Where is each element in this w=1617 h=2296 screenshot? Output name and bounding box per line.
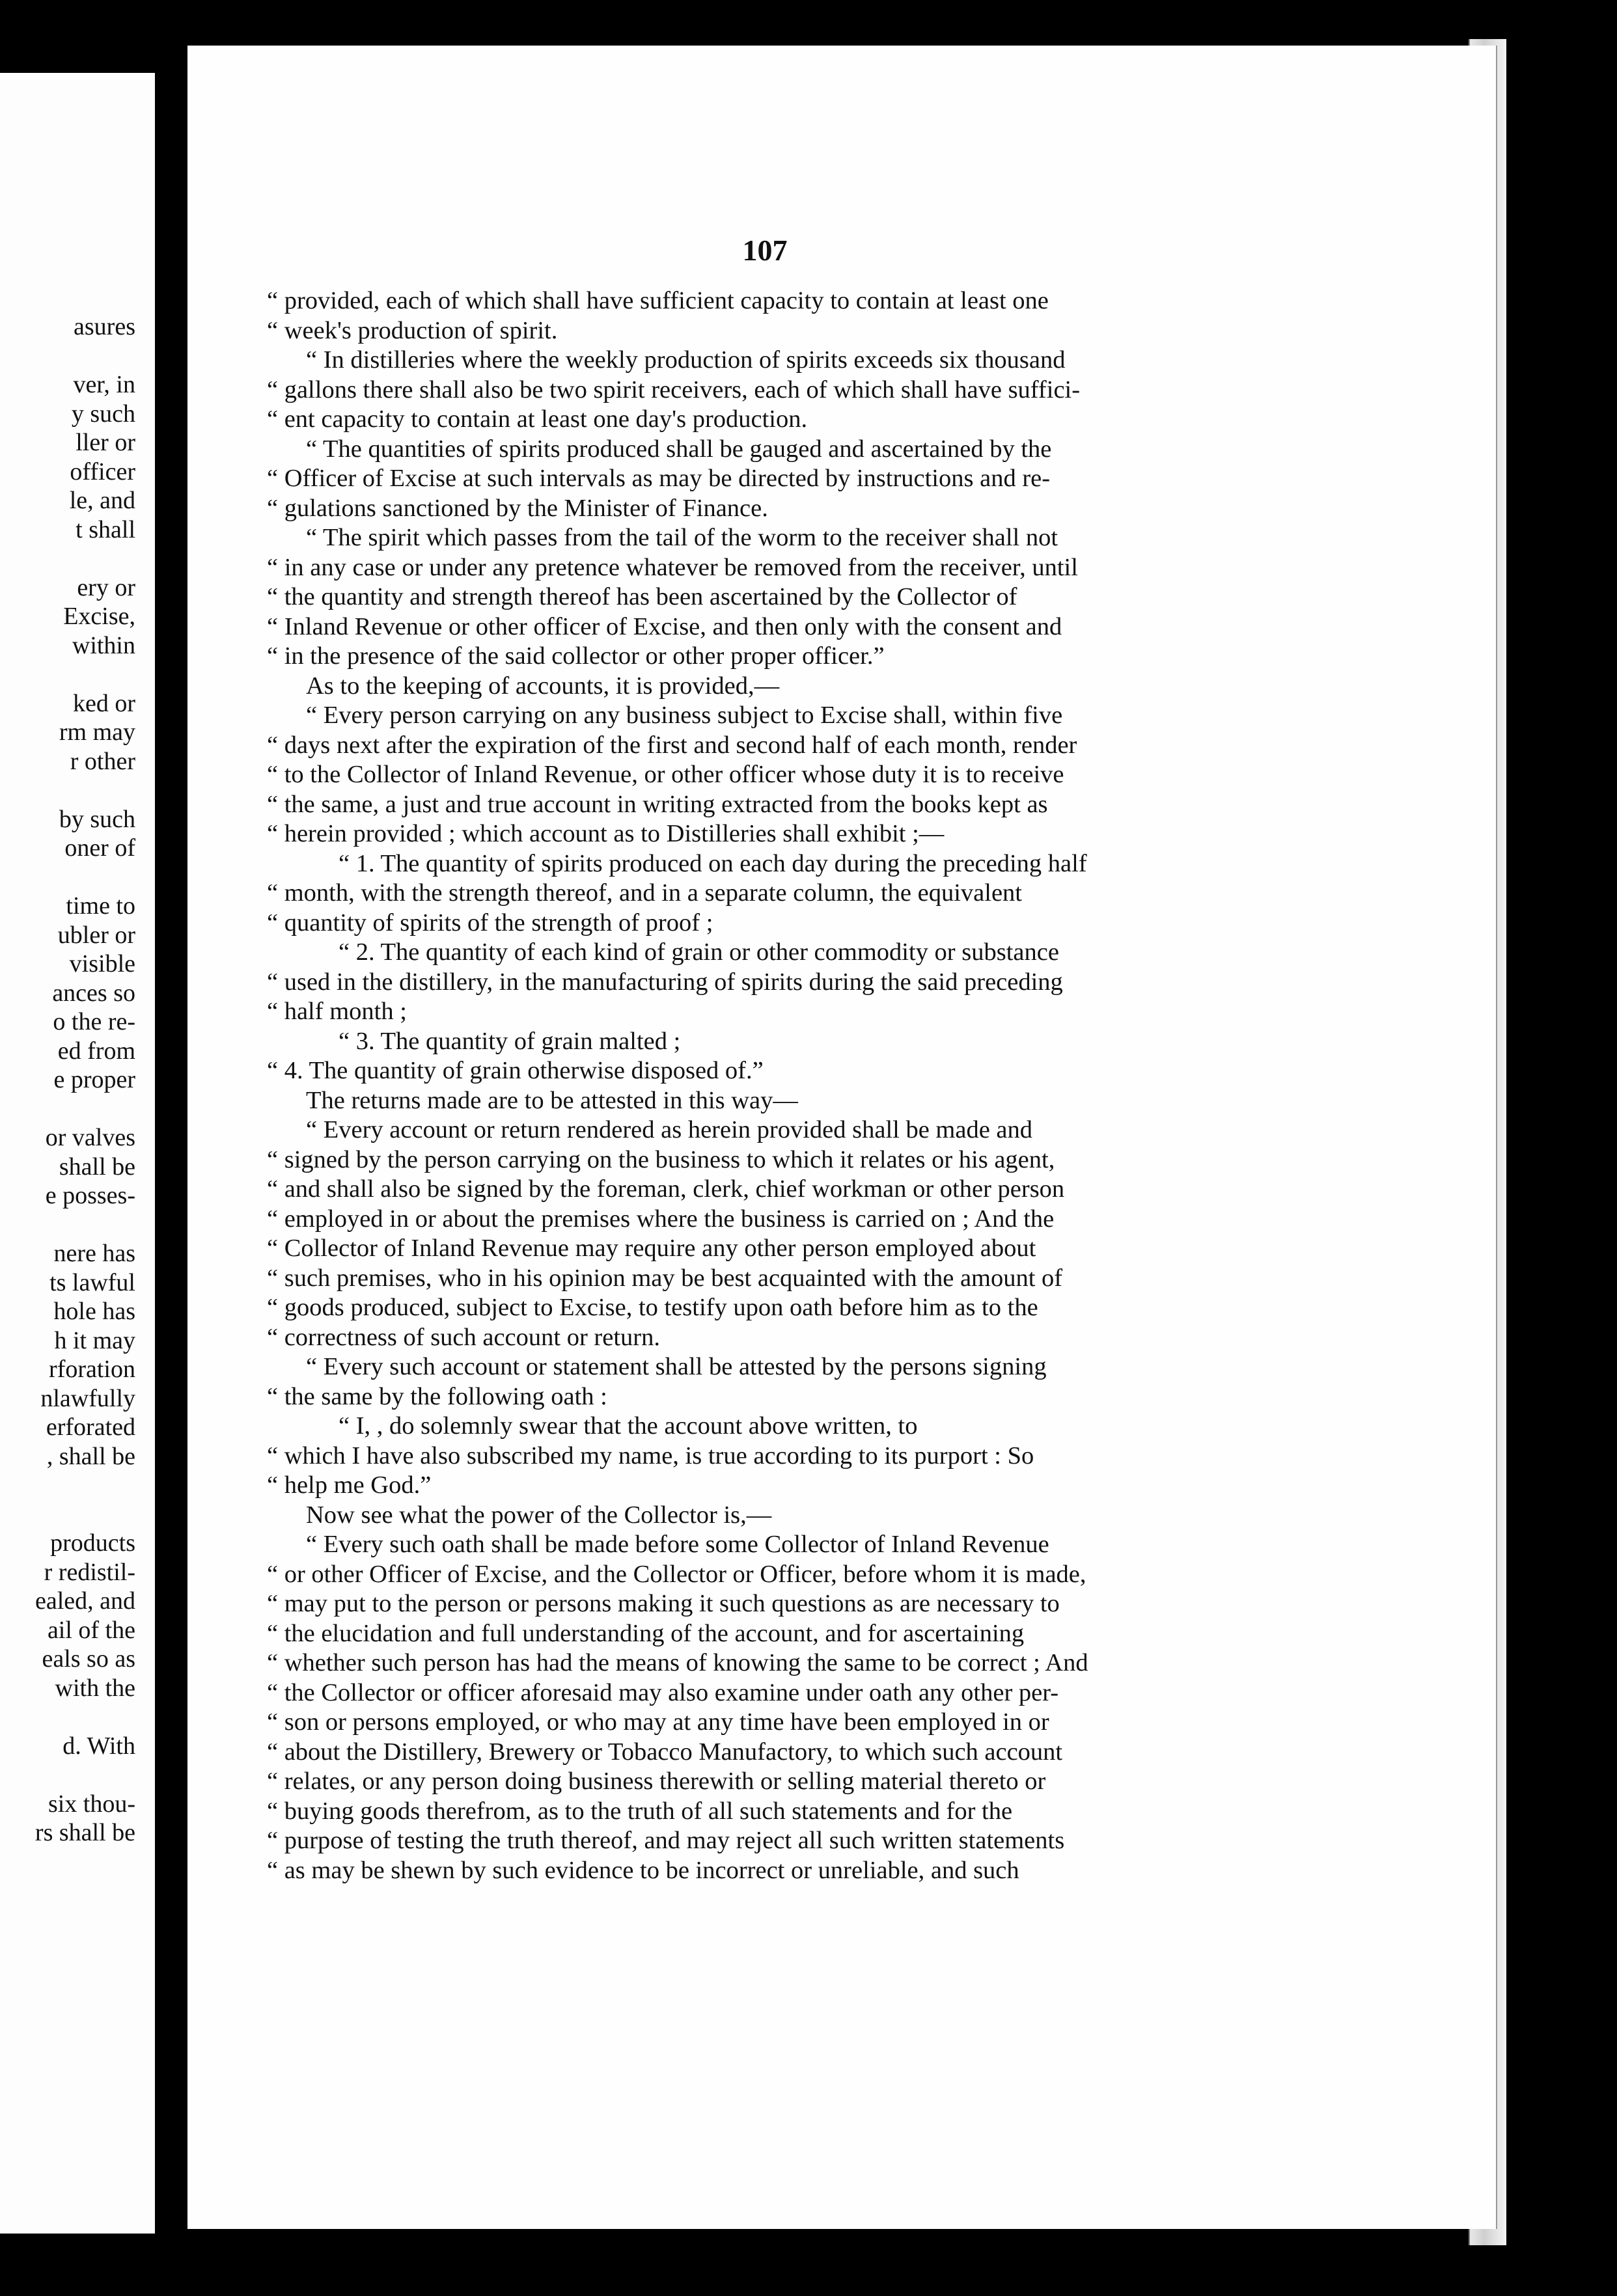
left-page-line: rm may (59, 718, 135, 746)
left-page-line: d. With (62, 1732, 135, 1760)
left-page-line: officer (70, 458, 135, 485)
text-line: “ month, with the strength thereof, and in a separate column, the equivalent (267, 879, 1022, 907)
left-page-line: by such (59, 805, 135, 833)
left-page-line: h it may (54, 1326, 135, 1354)
text-line: “ the same by the following oath : (267, 1382, 607, 1410)
text-line: “ Collector of Inland Revenue may require any other person employed about (267, 1235, 1036, 1262)
text-line: “ herein provided ; which account as to Distilleries shall exhibit ;— (267, 820, 945, 847)
text-line: “ In distilleries where the weekly production of spirits exceeds six thousand (306, 346, 1066, 374)
left-page-line: shall be (59, 1153, 135, 1181)
left-page-line: ery or (77, 573, 135, 601)
paragraph (267, 464, 1295, 523)
paragraph (267, 1086, 1295, 1116)
text-line: “ correctness of such account or return. (267, 1323, 660, 1351)
paragraph (267, 1352, 1295, 1382)
paragraph (267, 1027, 1295, 1086)
left-page-line: ubler or (57, 921, 135, 949)
text-line: “ The spirit which passes from the tail of the worm to the receiver shall not (306, 524, 1058, 551)
text-line: “ gallons there shall also be two spirit receivers, each of which shall have suffici- (267, 376, 1081, 403)
text-line: “ 3. The quantity of grain malted ; (339, 1027, 681, 1055)
left-page-line: rs shall be (35, 1819, 135, 1846)
text-line: “ 4. The quantity of grain otherwise disposed of.” (267, 1057, 764, 1084)
text-line: “ Every person carrying on any business subject to Excise shall, within five (306, 702, 1063, 729)
page-number: 107 (742, 234, 788, 267)
left-page-line: with the (55, 1674, 135, 1702)
text-line: “ 2. The quantity of each kind of grain or other commodity or substance (339, 938, 1059, 966)
text-line: “ Every such account or statement shall be attested by the persons signing (306, 1353, 1047, 1380)
left-page-line: e proper (53, 1066, 135, 1093)
left-page-line: rforation (49, 1356, 135, 1383)
text-line: “ about the Distillery, Brewery or Tobacco Manufactory, to which such account (267, 1738, 1063, 1766)
left-page-line: within (72, 631, 135, 659)
paragraph (267, 968, 1295, 1027)
left-page-line: o the re- (53, 1008, 135, 1035)
paragraph (267, 849, 1295, 879)
left-page-line: hole has (53, 1298, 135, 1325)
left-page-line: ts lawful (49, 1268, 135, 1296)
paragraph (267, 1442, 1295, 1501)
paragraph (267, 1560, 1295, 1886)
left-page-line: Excise, (63, 603, 135, 630)
text-line: “ I, , do solemnly swear that the account above written, to (339, 1412, 918, 1440)
paragraph (267, 672, 1295, 702)
left-page-line: le, and (69, 487, 135, 514)
text-line: “ son or persons employed, or who may at any time have been employed in or (267, 1708, 1049, 1736)
text-line: “ whether such person has had the means of knowing the same to be correct ; And (267, 1649, 1088, 1676)
paragraph (267, 701, 1295, 731)
text-line: “ half month ; (267, 998, 407, 1025)
text-line: “ goods produced, subject to Excise, to testify upon oath before him as to the (267, 1294, 1038, 1321)
paragraph (267, 435, 1295, 465)
left-page-line: nlawfully (40, 1384, 135, 1412)
paragraph (267, 731, 1295, 849)
text-line: “ The quantities of spirits produced shall be gauged and ascertained by the (306, 435, 1052, 463)
paragraph (267, 523, 1295, 553)
left-page-line: visible (69, 950, 135, 977)
paragraph (267, 879, 1295, 938)
text-line: “ the Collector or officer aforesaid may also examine under oath any other per- (267, 1678, 1059, 1706)
text-line: “ such premises, who in his opinion may be best acquainted with the amount of (267, 1264, 1063, 1292)
left-page-line: ealed, and (35, 1587, 135, 1615)
text-line: “ may put to the person or persons making it such questions as are necessary to (267, 1590, 1060, 1617)
text-line: “ used in the distillery, in the manufacturing of spirits during the said preceding (267, 968, 1063, 996)
left-page-line: , shall be (46, 1442, 135, 1470)
left-page-line: ller or (76, 429, 135, 456)
left-page-line: erforated (46, 1414, 135, 1441)
left-page-line: products (50, 1529, 135, 1557)
left-page-line: r redistil- (44, 1558, 135, 1586)
left-page-line: oner of (64, 834, 135, 862)
left-page-line: nere has (53, 1240, 135, 1267)
text-line: “ Every account or return rendered as herein provided shall be made and (306, 1116, 1033, 1143)
text-line: “ buying goods therefrom, as to the truth of all such statements and for the (267, 1797, 1013, 1825)
text-line: “ the elucidation and full understanding of the account, and for ascertaining (267, 1619, 1025, 1647)
text-line: “ employed in or about the premises where the business is carried on ; And the (267, 1205, 1055, 1233)
left-page-line: e posses- (45, 1182, 135, 1209)
body-text (267, 286, 1295, 1885)
text-line: “ 1. The quantity of spirits produced on each day during the preceding half (339, 849, 1087, 877)
left-page-line: six thou- (48, 1790, 135, 1818)
text-line: “ quantity of spirits of the strength of proof ; (267, 909, 713, 936)
text-line: “ which I have also subscribed my name, is true according to its purport : So (267, 1442, 1034, 1469)
text-line: “ Inland Revenue or other officer of Excise, and then only with the consent and (267, 612, 1062, 640)
book-gutter (155, 65, 187, 2239)
text-line: “ as may be shewn by such evidence to be incorrect or unreliable, and such (267, 1856, 1019, 1884)
text-line: “ help me God.” (267, 1471, 432, 1499)
paragraph (267, 1501, 1295, 1531)
left-page-line: ail of the (47, 1616, 135, 1644)
text-line: “ days next after the expiration of the first and second half of each month, render (267, 731, 1077, 759)
text-line: “ relates, or any person doing business therewith or selling material thereto or (267, 1768, 1046, 1795)
text-line: As to the keeping of accounts, it is provided,— (306, 672, 780, 700)
text-line: “ in any case or under any pretence whatever be removed from the receiver, until (267, 553, 1078, 581)
left-page-line: ver, in (73, 371, 135, 398)
text-line: “ and shall also be signed by the foreman, clerk, chief workman or other person (267, 1175, 1065, 1203)
text-line: “ purpose of testing the truth thereof, and may reject all such written statements (267, 1827, 1065, 1854)
text-line: Now see what the power of the Collector is,— (306, 1501, 772, 1529)
paragraph (267, 1115, 1295, 1145)
text-line: The returns made are to be attested in this way— (306, 1086, 798, 1114)
paragraph (267, 1382, 1295, 1412)
paragraph (267, 938, 1295, 968)
text-line: “ ent capacity to contain at least one day's production. (267, 405, 808, 433)
left-page-line: asures (74, 313, 135, 340)
paragraph (267, 1145, 1295, 1353)
text-line: “ in the presence of the said collector or other proper officer.” (267, 642, 885, 670)
text-line: “ week's production of spirit. (267, 316, 558, 344)
left-page-line: ked or (72, 689, 135, 717)
text-line: “ to the Collector of Inland Revenue, or other officer whose duty it is to receive (267, 761, 1064, 788)
text-line: “ the same, a just and true account in writing extracted from the books kept as (267, 790, 1048, 818)
paragraph (267, 286, 1295, 346)
left-page-line: t shall (76, 515, 135, 543)
left-page-line: or valves (45, 1124, 135, 1151)
left-page-line: r other (70, 747, 135, 775)
text-line: “ gulations sanctioned by the Minister of Finance. (267, 494, 768, 522)
left-page-fragment (0, 73, 155, 2234)
text-line: “ or other Officer of Excise, and the Collector or Officer, before whom it is made, (267, 1560, 1086, 1588)
left-page-line: y such (71, 400, 135, 428)
paragraph (267, 1412, 1295, 1442)
paragraph (267, 346, 1295, 376)
paragraph (267, 553, 1295, 672)
text-line: “ Officer of Excise at such intervals as may be directed by instructions and re- (267, 465, 1051, 492)
text-line: “ Every such oath shall be made before some Collector of Inland Revenue (306, 1531, 1049, 1558)
left-page-line: eals so as (42, 1645, 135, 1673)
text-line: “ provided, each of which shall have sufficient capacity to contain at least one (267, 287, 1049, 314)
left-page-line: ances so (52, 979, 135, 1007)
text-line: “ signed by the person carrying on the business to which it relates or his agent, (267, 1145, 1055, 1173)
left-page-line: ed from (57, 1037, 135, 1065)
paragraph (267, 1530, 1295, 1560)
left-page-line: time to (66, 892, 135, 920)
text-line: “ the quantity and strength thereof has been ascertained by the Collector of (267, 583, 1017, 610)
paragraph (267, 376, 1295, 435)
